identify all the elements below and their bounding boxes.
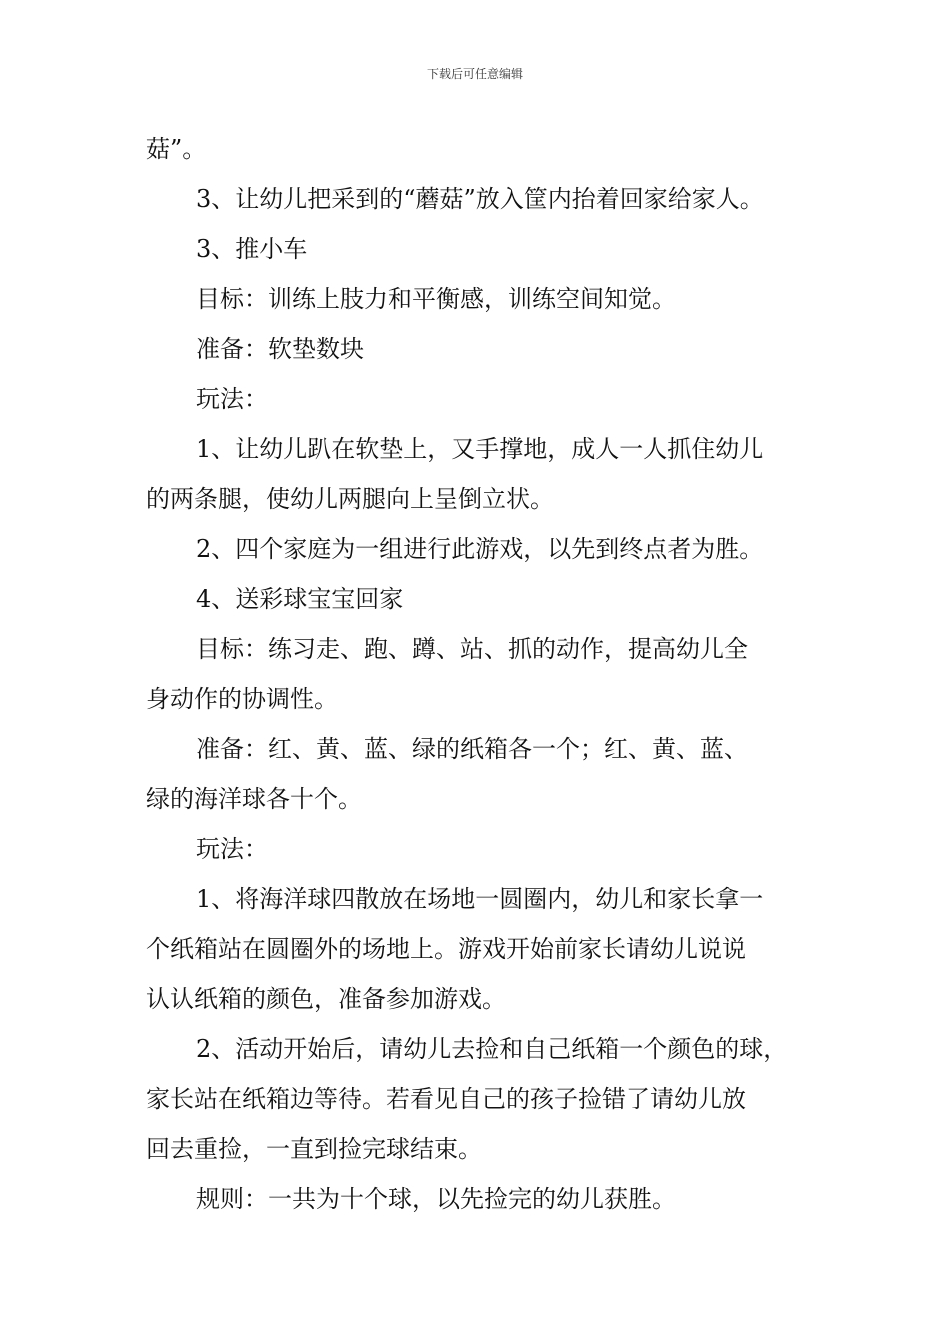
section-heading: 3、推小车 [196,235,308,263]
text-line: 1、让幼儿趴在软垫上，又手撑地，成人一人抓住幼儿 [196,435,764,463]
section-heading: 4、送彩球宝宝回家 [196,585,404,613]
text-line: 1、将海洋球四散放在场地一圆圈内，幼儿和家长拿一 [196,885,764,913]
text-line: 2、活动开始后，请幼儿去捡和自己纸箱一个颜色的球， [196,1035,788,1063]
text-line: 身动作的协调性。 [146,685,338,713]
text-line: 认认纸箱的颜色，准备参加游戏。 [146,985,506,1013]
text-line: 回去重捡，一直到捡完球结束。 [146,1135,482,1163]
text-line: 2、四个家庭为一组进行此游戏，以先到终点者为胜。 [196,535,764,563]
text-line: 准备：红、黄、蓝、绿的纸箱各一个；红、黄、蓝、 [196,735,748,763]
text-line: 的两条腿，使幼儿两腿向上呈倒立状。 [146,485,554,513]
text-line: 家长站在纸箱边等待。若看见自己的孩子捡错了请幼儿放 [146,1085,746,1113]
text-line: 规则：一共为十个球，以先捡完的幼儿获胜。 [196,1185,676,1213]
text-line: 绿的海洋球各十个。 [146,785,362,813]
text-line: 目标：练习走、跑、蹲、站、抓的动作，提高幼儿全 [196,635,748,663]
text-line: 玩法： [196,835,268,863]
text-line: 玩法： [196,385,268,413]
text-line: 目标：训练上肢力和平衡感，训练空间知觉。 [196,285,676,313]
document-body [146,124,814,1224]
text-line: 个纸箱站在圆圈外的场地上。游戏开始前家长请幼儿说说 [146,935,746,963]
page-header: 下载后可任意编辑 [426,67,523,81]
text-line: 准备：软垫数块 [196,335,364,363]
text-line: 菇”。 [146,135,207,163]
text-line: 3、让幼儿把采到的“蘑菇”放入筐内抬着回家给家人。 [196,185,764,213]
